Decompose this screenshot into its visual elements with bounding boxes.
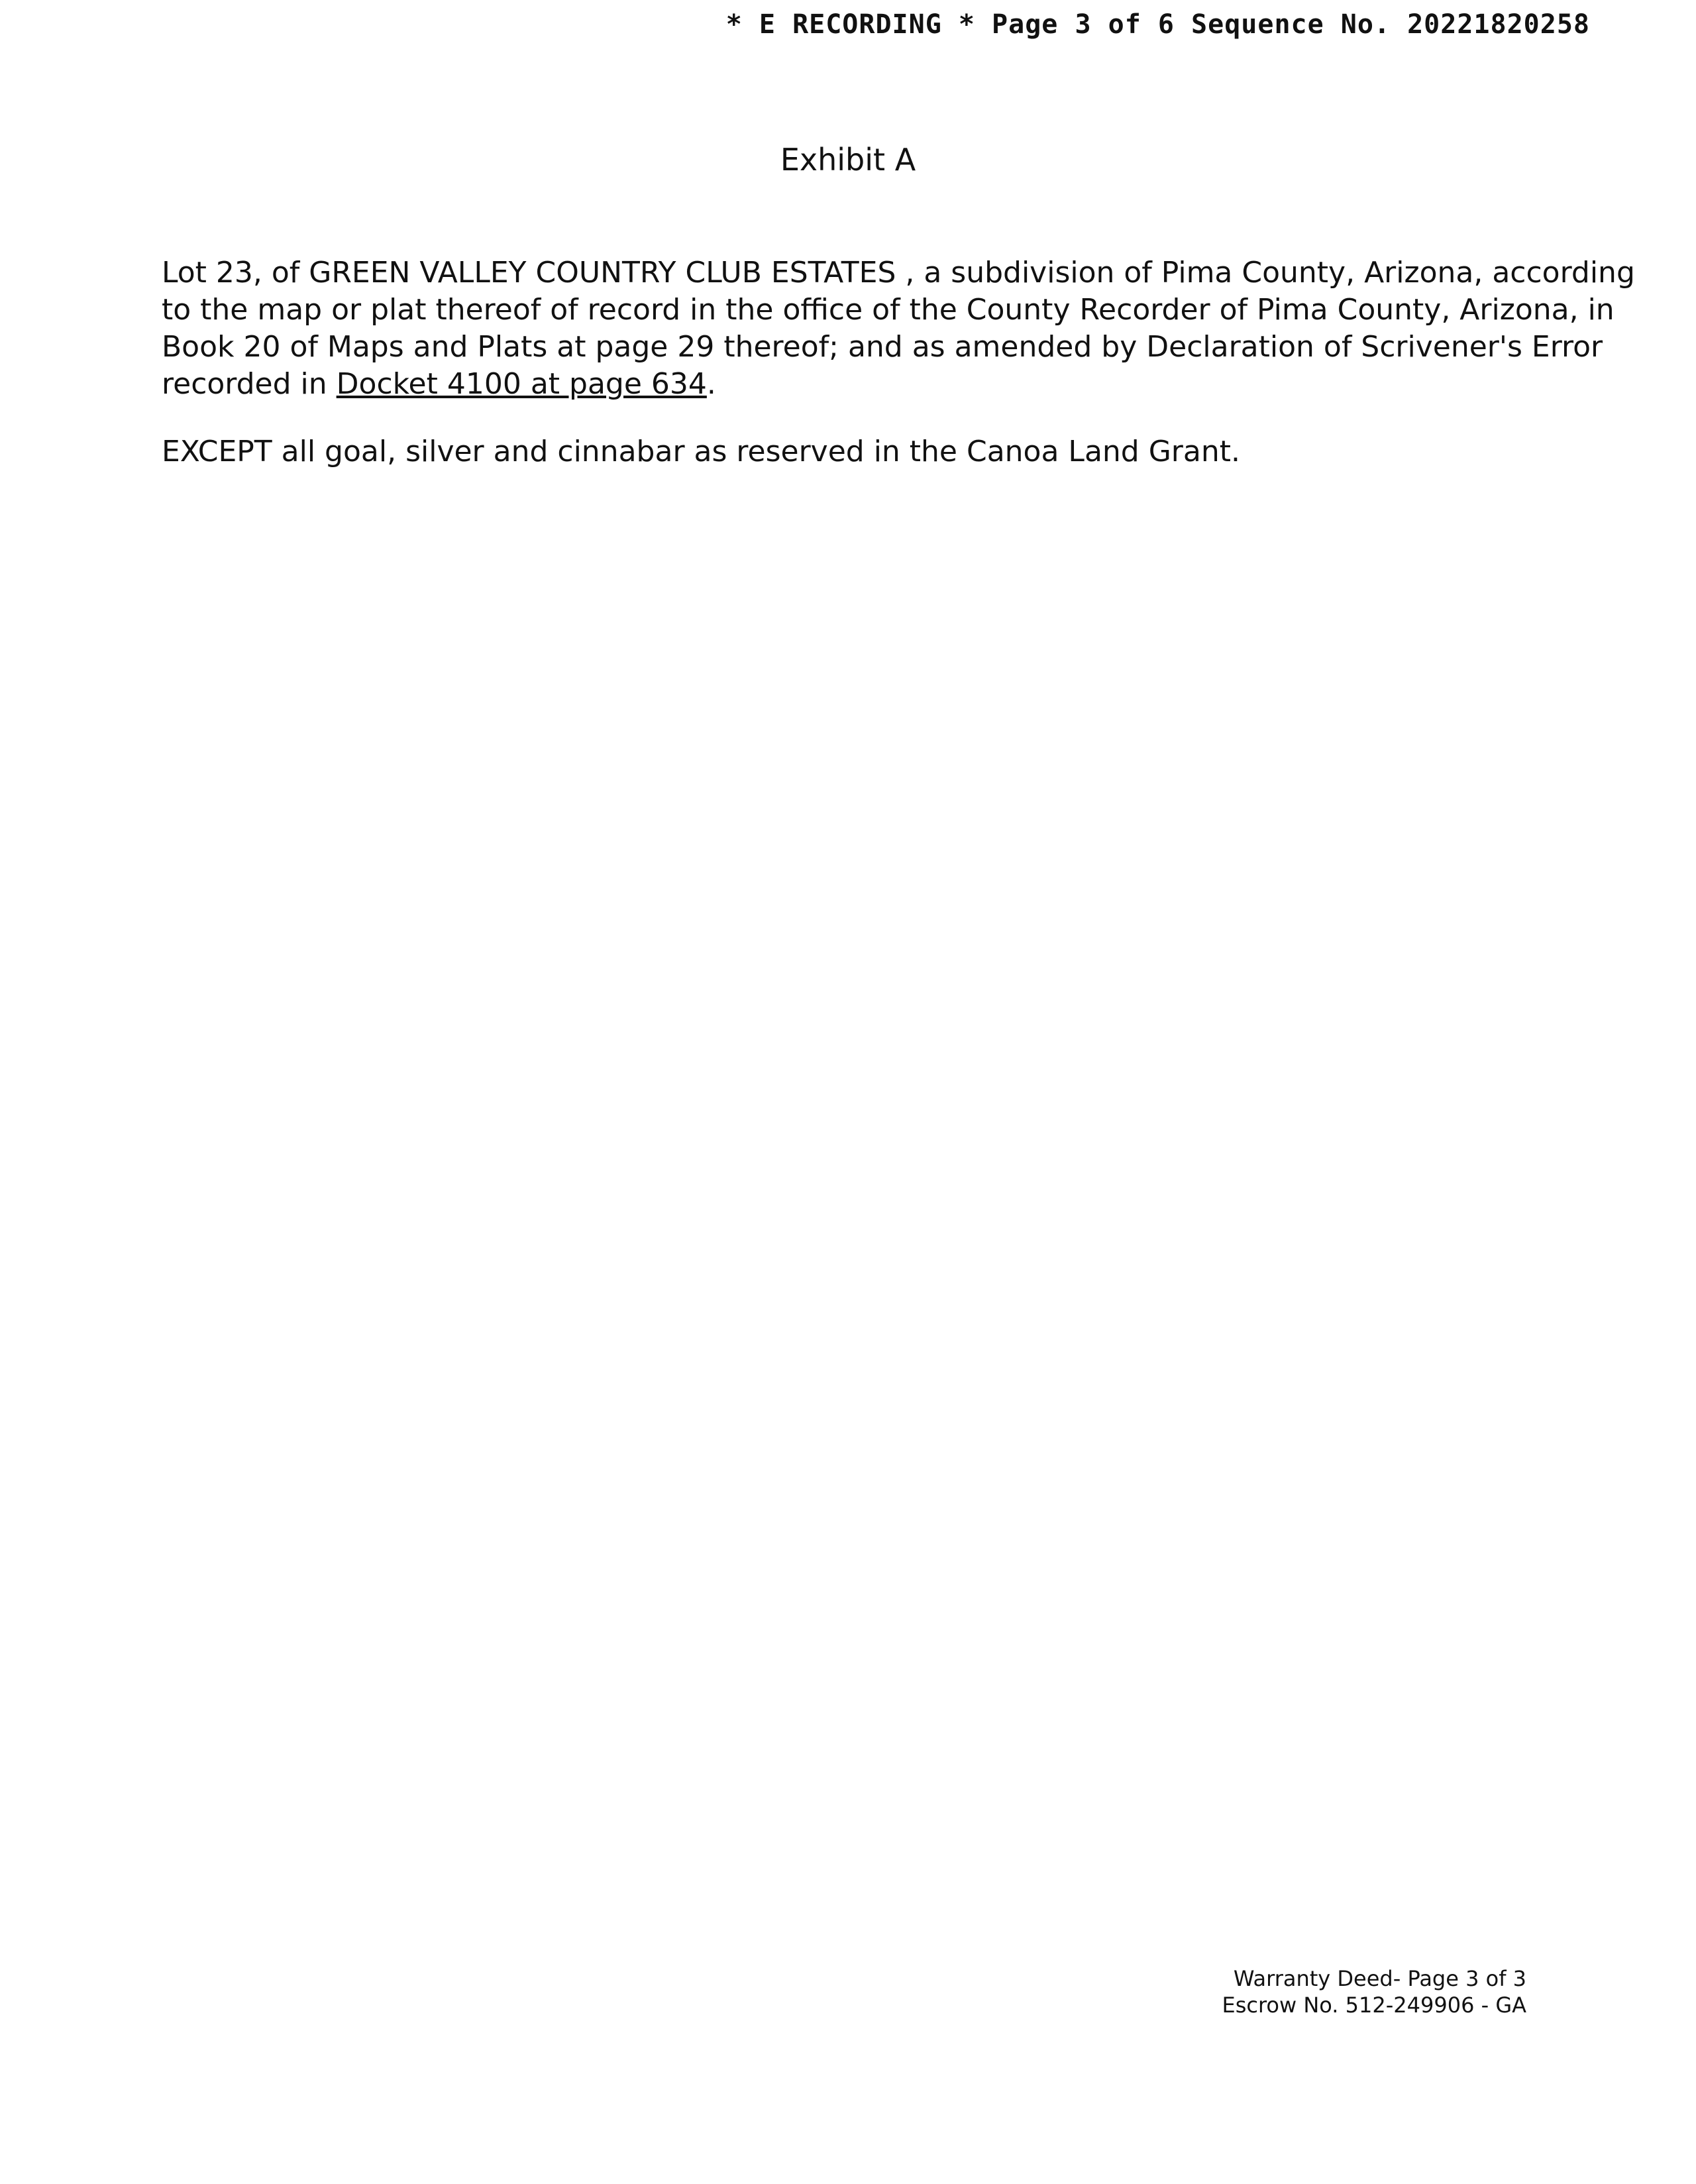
legal-line-4-prefix: recorded in xyxy=(162,367,337,401)
docket-reference: Docket 4100 at page 634 xyxy=(336,367,707,401)
legal-line-2: to the map or plat thereof of record in the office of the County Recorder of Pima County, Arizona, in xyxy=(162,293,1615,327)
page-footer xyxy=(1222,1965,1526,2018)
exhibit-title: Exhibit A xyxy=(780,142,916,178)
deed-page-number: Warranty Deed- Page 3 of 3 xyxy=(1233,1966,1526,1991)
recording-header: * E RECORDING * Page 3 of 6 Sequence No. 20221820258 xyxy=(725,9,1590,40)
legal-line-4-suffix: . xyxy=(706,367,716,401)
mineral-exception: EXCEPT all goal, silver and cinnabar as reserved in the Canoa Land Grant. xyxy=(162,435,1240,468)
escrow-number: Escrow No. 512-249906 - GA xyxy=(1222,1993,1526,2018)
legal-line-1: Lot 23, of GREEN VALLEY COUNTRY CLUB ESTATES , a subdivision of Pima County, Arizona, according xyxy=(162,256,1635,290)
legal-description xyxy=(162,254,1635,403)
legal-line-4 xyxy=(162,366,1566,403)
legal-line-3: Book 20 of Maps and Plats at page 29 thereof; and as amended by Declaration of Scrivener's Error xyxy=(162,330,1603,364)
